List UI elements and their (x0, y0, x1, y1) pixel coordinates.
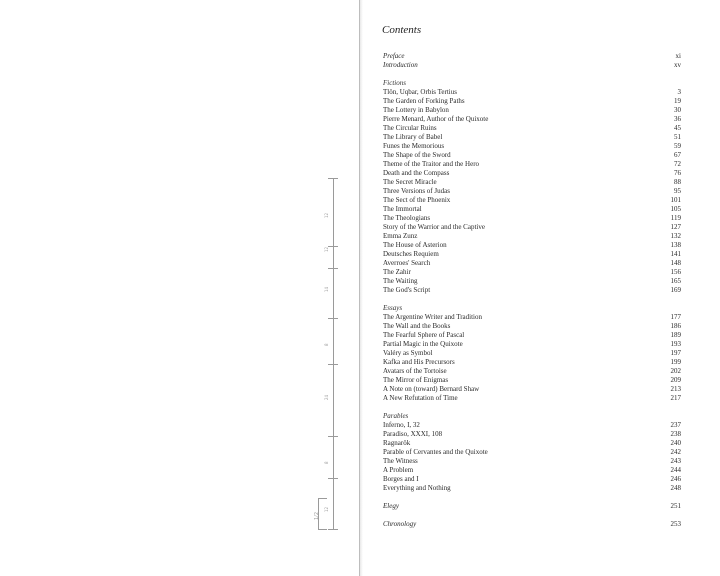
section-heading: Essays (383, 304, 403, 312)
entry-title: Introduction (383, 61, 418, 69)
toc-entry[interactable] (383, 430, 681, 439)
entry-page: 246 (670, 475, 681, 483)
toc-entry[interactable] (383, 322, 681, 331)
entry-page: xi (675, 52, 681, 60)
entry-title: The Circular Ruins (383, 124, 437, 132)
toc-front-matter (383, 52, 681, 70)
bracket-label: 1/2 (314, 511, 320, 520)
toc-entry[interactable] (383, 115, 681, 124)
ruler-label: 14 (324, 286, 329, 292)
toc-entry[interactable] (383, 475, 681, 484)
toc-entry-elegy[interactable] (383, 502, 681, 511)
toc-entry[interactable] (383, 376, 681, 385)
entry-title: Preface (383, 52, 405, 60)
toc-entry[interactable] (383, 331, 681, 340)
entry-list (383, 88, 681, 295)
entry-title: Funes the Memorious (383, 142, 445, 150)
toc-entry[interactable] (383, 124, 681, 133)
ruler-label: 12 (324, 212, 329, 218)
entry-title: Kafka and His Precursors (383, 358, 455, 366)
entry-page: 138 (670, 241, 681, 249)
entry-page: 59 (674, 142, 681, 150)
entry-title: Tlön, Uqbar, Orbis Tertius (383, 88, 457, 96)
entry-page: 209 (670, 376, 681, 384)
toc-section-parables (383, 412, 681, 493)
entry-title: The Waiting (383, 277, 418, 285)
entry-page: 237 (670, 421, 681, 429)
entry-page: 197 (670, 349, 681, 357)
entry-page: 30 (674, 106, 681, 114)
entry-title: The Library of Babel (383, 133, 443, 141)
entry-title: Death and the Compass (383, 169, 450, 177)
ruler-label: 12 (324, 246, 329, 252)
toc-entry[interactable] (383, 367, 681, 376)
toc-entry[interactable] (383, 448, 681, 457)
margin-ruler (326, 178, 338, 530)
ruler-label: 12 (324, 506, 329, 512)
toc-entry[interactable] (383, 214, 681, 223)
entry-title: The Garden of Forking Paths (383, 97, 465, 105)
entry-title: The Shape of the Sword (383, 151, 451, 159)
entry-page: 88 (674, 178, 681, 186)
toc-entry-introduction[interactable] (383, 61, 681, 70)
toc-entry[interactable] (383, 250, 681, 259)
entry-title: The Witness (383, 457, 418, 465)
ruler-tick (328, 529, 338, 530)
toc-entry[interactable] (383, 259, 681, 268)
entry-title: Elegy (383, 502, 399, 510)
entry-page: 36 (674, 115, 681, 123)
entry-title: Ragnarök (383, 439, 411, 447)
entry-title: Theme of the Traitor and the Hero (383, 160, 480, 168)
toc-entry[interactable] (383, 241, 681, 250)
entry-title: Parable of Cervantes and the Quixote (383, 448, 488, 456)
entry-page: 169 (670, 286, 681, 294)
entry-title: Three Versions of Judas (383, 187, 450, 195)
ruler-tick (328, 246, 338, 247)
entry-title: A Problem (383, 466, 414, 474)
toc-entry[interactable] (383, 385, 681, 394)
entry-title: Inferno, I, 32 (383, 421, 420, 429)
entry-title: The Wall and the Books (383, 322, 451, 330)
entry-page: 45 (674, 124, 681, 132)
spine-shadow (360, 0, 363, 576)
section-heading: Parables (383, 412, 409, 420)
entry-title: The Argentine Writer and Tradition (383, 313, 483, 321)
entry-title: Valéry as Symbol (383, 349, 433, 357)
entry-title: Partial Magic in the Quixote (383, 340, 463, 348)
entry-title: The Theologians (383, 214, 431, 222)
entry-page: 199 (670, 358, 681, 366)
toc-entry[interactable] (383, 457, 681, 466)
table-of-contents (383, 52, 681, 538)
entry-page: 240 (670, 439, 681, 447)
section-heading: Fictions (383, 79, 406, 87)
toc-entry[interactable] (383, 277, 681, 286)
toc-entry[interactable] (383, 205, 681, 214)
toc-entry[interactable] (383, 268, 681, 277)
toc-section-essays (383, 304, 681, 403)
toc-section-elegy (383, 502, 681, 511)
entry-title: A New Refutation of Time (383, 394, 458, 402)
toc-entry[interactable] (383, 286, 681, 295)
entry-title: Chronology (383, 520, 417, 528)
entry-title: Borges and I (383, 475, 419, 483)
entry-title: The Sect of the Phoenix (383, 196, 451, 204)
toc-entry-chronology[interactable] (383, 520, 681, 529)
toc-entry[interactable] (383, 421, 681, 430)
toc-entry[interactable] (383, 142, 681, 151)
ruler-tick (328, 268, 338, 269)
toc-entry[interactable] (383, 196, 681, 205)
entry-page: 141 (670, 250, 681, 258)
entry-page: 238 (670, 430, 681, 438)
page-title: Contents (382, 24, 422, 36)
entry-title: The House of Asterion (383, 241, 447, 249)
entry-title: A Note on (toward) Bernard Shaw (383, 385, 480, 393)
entry-title: Pierre Menard, Author of the Quixote (383, 115, 489, 123)
entry-page: 217 (670, 394, 681, 402)
entry-title: Averroes' Search (383, 259, 431, 267)
entry-page: 213 (670, 385, 681, 393)
toc-entry[interactable] (383, 178, 681, 187)
entry-page: 127 (670, 223, 681, 231)
toc-entry[interactable] (383, 223, 681, 232)
toc-entry[interactable] (383, 232, 681, 241)
toc-entry[interactable] (383, 340, 681, 349)
entry-title: Emma Zunz (383, 232, 418, 240)
toc-entry[interactable] (383, 313, 681, 322)
entry-title: The God's Script (383, 286, 431, 294)
ruler-label: 24 (324, 394, 329, 400)
toc-section-fictions (383, 79, 681, 295)
entry-page: 244 (670, 466, 681, 474)
ruler-label: 8 (324, 461, 329, 464)
toc-entry[interactable] (383, 349, 681, 358)
toc-entry[interactable] (383, 466, 681, 475)
toc-entry[interactable] (383, 169, 681, 178)
entry-title: Everything and Nothing (383, 484, 451, 492)
entry-page: 105 (670, 205, 681, 213)
toc-entry[interactable] (383, 439, 681, 448)
entry-page: 95 (674, 187, 681, 195)
ruler-tick (328, 436, 338, 437)
toc-entry-preface[interactable] (383, 52, 681, 61)
entry-title: The Secret Miracle (383, 178, 437, 186)
toc-entry[interactable] (383, 97, 681, 106)
entry-title: The Lottery in Babylon (383, 106, 449, 114)
entry-title: The Fearful Sphere of Pascal (383, 331, 465, 339)
entry-page: 189 (670, 331, 681, 339)
entry-page: 119 (670, 214, 681, 222)
entry-page: xv (674, 61, 681, 69)
entry-page: 251 (670, 502, 681, 510)
toc-section-chronology (383, 520, 681, 529)
toc-entry[interactable] (383, 88, 681, 97)
ruler-tick (328, 478, 338, 479)
entry-page: 248 (670, 484, 681, 492)
toc-entry[interactable] (383, 394, 681, 403)
toc-entry[interactable] (383, 106, 681, 115)
ruler-tick (328, 178, 338, 179)
entry-page: 3 (677, 88, 681, 96)
entry-page: 76 (674, 169, 681, 177)
entry-title: Deutsches Requiem (383, 250, 439, 258)
entry-title: The Immortal (383, 205, 422, 213)
entry-page: 165 (670, 277, 681, 285)
toc-entry[interactable] (383, 133, 681, 142)
ruler-tick (328, 364, 338, 365)
entry-page: 242 (670, 448, 681, 456)
entry-page: 72 (674, 160, 681, 168)
ruler-tick (328, 318, 338, 319)
entry-page: 177 (670, 313, 681, 321)
toc-entry[interactable] (383, 484, 681, 493)
entry-title: Paradiso, XXXI, 108 (383, 430, 443, 438)
entry-page: 101 (670, 196, 681, 204)
ruler-label: 8 (324, 343, 329, 346)
entry-page: 19 (674, 97, 681, 105)
entry-page: 243 (670, 457, 681, 465)
entry-page: 67 (674, 151, 681, 159)
toc-entry[interactable] (383, 358, 681, 367)
entry-title: Avatars of the Tortoise (383, 367, 447, 375)
entry-page: 202 (670, 367, 681, 375)
toc-entry[interactable] (383, 160, 681, 169)
entry-title: Story of the Warrior and the Captive (383, 223, 485, 231)
entry-list (383, 421, 681, 493)
entry-page: 186 (670, 322, 681, 330)
entry-page: 193 (670, 340, 681, 348)
entry-page: 132 (670, 232, 681, 240)
toc-entry[interactable] (383, 151, 681, 160)
entry-page: 51 (674, 133, 681, 141)
entry-list (383, 313, 681, 403)
entry-page: 253 (670, 520, 681, 528)
entry-page: 148 (670, 259, 681, 267)
toc-entry[interactable] (383, 187, 681, 196)
entry-page: 156 (670, 268, 681, 276)
entry-title: The Mirror of Enigmas (383, 376, 449, 384)
entry-title: The Zahir (383, 268, 411, 276)
